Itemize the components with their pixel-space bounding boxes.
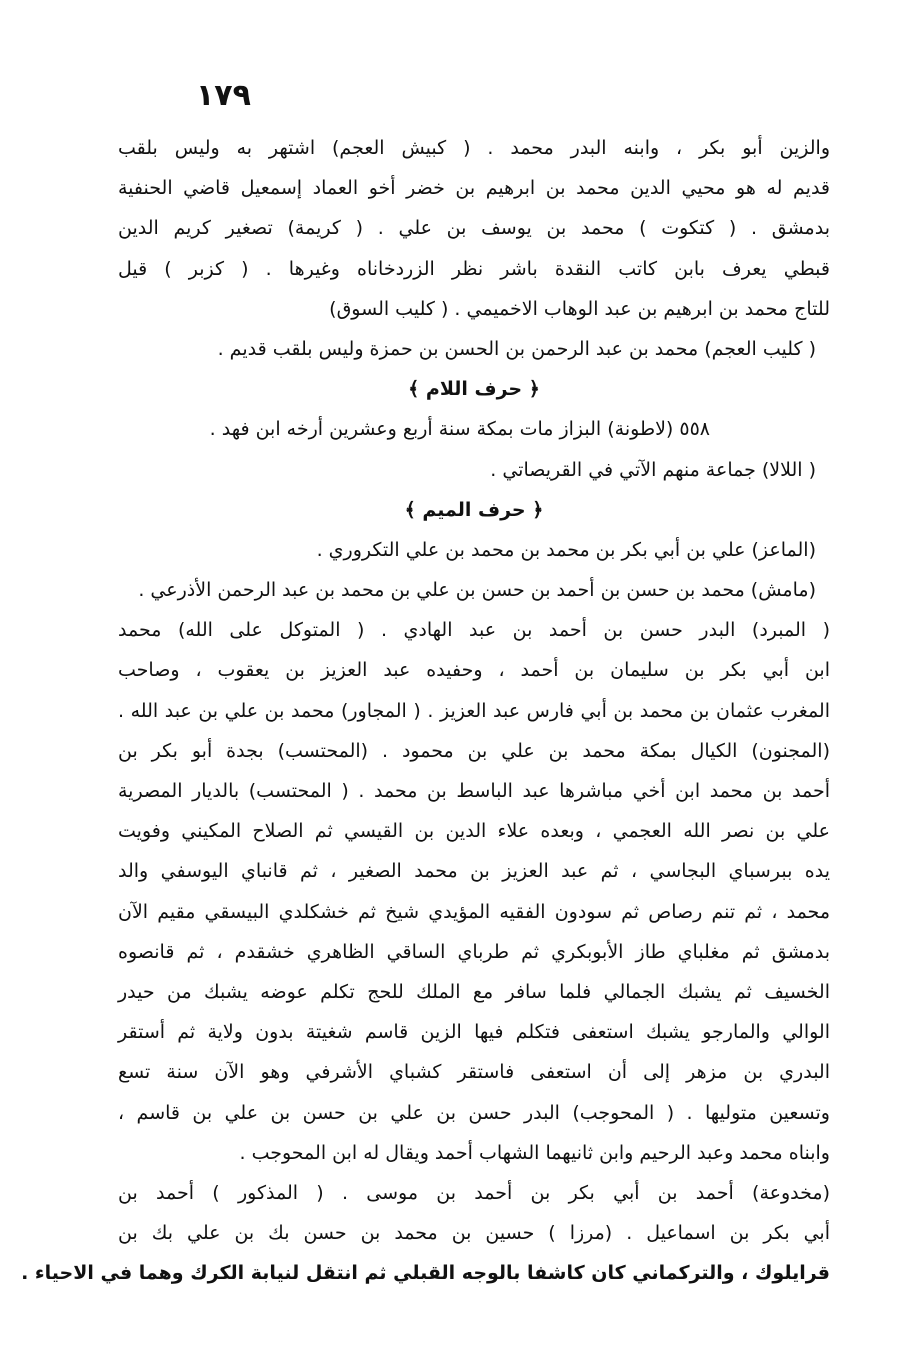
text-line: (الماعز) علي بن أبي بكر بن محمد بن محمد بن علي التكروري . xyxy=(316,538,816,561)
text-line: محمد ، ثم تنم رصاص ثم سودون الفقيه المؤيدي شيخ ثم خشكلدي البيسقي مقيم الآن xyxy=(118,900,830,923)
text-line: بدمشق . ( كتكوت ) محمد بن يوسف بن علي . ( كريمة) تصغير كريم الدين xyxy=(118,217,830,240)
text-block xyxy=(21,128,830,1293)
text-line: أحمد بن محمد ابن أخي مباشرها عبد الباسط بن محمد . ( المحتسب) بالديار المصرية xyxy=(118,780,830,802)
text-line: ( المبرد) البدر حسن بن أحمد بن عبد الهادي . ( المتوكل على الله) محمد xyxy=(118,619,830,642)
text-line: بدمشق ثم مغلباي طاز الأبوبكري ثم طرباي الساقي الظاهري خشقدم ، ثم قانصوه xyxy=(118,940,830,963)
text-line: علي بن نصر الله العجمي ، وبعده علاء الدين بن القيسي ثم الصلاح المكيني وفويت xyxy=(118,820,830,843)
section-heading-mim: ﴿ حرف الميم ﴾ xyxy=(404,498,544,521)
text-line: ( كليب العجم) محمد بن عبد الرحمن بن الحسن بن حمزة وليس بلقب قديم . xyxy=(217,337,816,360)
text-line: قبطي يعرف بابن كاتب النقدة باشر نظر الزردخاناه وغيرها . ( كزبر ) قيل xyxy=(118,257,830,280)
text-line: يده ببرسباي البجاسي ، ثم عبد العزيز بن محمد الصغير ، ثم قانباي اليوسفي والد xyxy=(118,860,830,883)
text-line: ابن أبي بكر بن سليمان بن أحمد ، وحفيده عبد العزيز بن يعقوب ، وصاحب xyxy=(118,659,830,682)
text-line: الخسيف ثم يشبك الجمالي فلما سافر مع الملك للحج تكلم عوضه يشبك من حيدر xyxy=(118,980,830,1003)
text-line: (مخدوعة) أحمد بن أبي بكر بن أحمد بن موسى . ( المذكور ) أحمد بن xyxy=(118,1181,830,1204)
text-line: وتسعين متوليها . ( المحوجب) البدر حسن بن علي بن حسن بن علي بن قاسم ، xyxy=(118,1101,830,1124)
text-line: (المجنون) الكيال بمكة محمد بن علي بن محمود . (المحتسب) بجدة أبو بكر بن xyxy=(118,739,830,762)
page-number: ١٧٩ xyxy=(196,78,251,113)
text-line: أبي بكر بن اسماعيل . (مرزا ) حسين بن محمد بن حسن بك بن علي بك بن xyxy=(118,1222,830,1245)
section-heading-lam: ﴿ حرف اللام ﴾ xyxy=(408,378,540,401)
text-line: ( اللالا) جماعة منهم الآتي في القريصاتي . xyxy=(490,458,816,481)
text-line: ٥٥٨ (لاطونة) البزاز مات بمكة سنة أربع وعشرين أرخه ابن فهد . xyxy=(209,418,710,441)
text-line: وابناه محمد وعبد الرحيم وابن ثانيهما الشهاب أحمد ويقال له ابن المحوجب . xyxy=(239,1141,830,1164)
text-line: البدري بن مزهر إلى أن استعفى فاستقر كشباي الأشرفي وهو الآن سنة تسع xyxy=(118,1061,830,1084)
text-line: والزين أبو بكر ، وابنه البدر محمد . ( كبيش العجم) اشتهر به وليس بلقب xyxy=(118,137,830,159)
text-line: قرايلوك ، والتركماني كان كاشفا بالوجه القبلي ثم انتقل لنيابة الكرك وهما في الاحياء . xyxy=(21,1262,830,1285)
text-line: قديم له هو محيي الدين محمد بن ابرهيم بن خضر أخو العماد إسمعيل قاضي الحنفية xyxy=(118,177,830,200)
text-line: الوالي والمارجو يشبك استعفى فتكلم فيها الزين قاسم شغيتة بدون ولاية ثم أستقر xyxy=(118,1021,830,1044)
text-line: المغرب عثمان بن محمد بن أبي فارس عبد العزيز . ( المجاور) محمد بن علي بن عبد الله . xyxy=(118,699,830,722)
text-line: (مامش) محمد بن حسن بن أحمد بن حسن بن علي بن محمد بن عبد الرحمن الأذرعي . xyxy=(138,579,816,602)
text-line: للتاج محمد بن ابرهيم بن عبد الوهاب الاخميمي . ( كليب السوق) xyxy=(329,297,830,320)
